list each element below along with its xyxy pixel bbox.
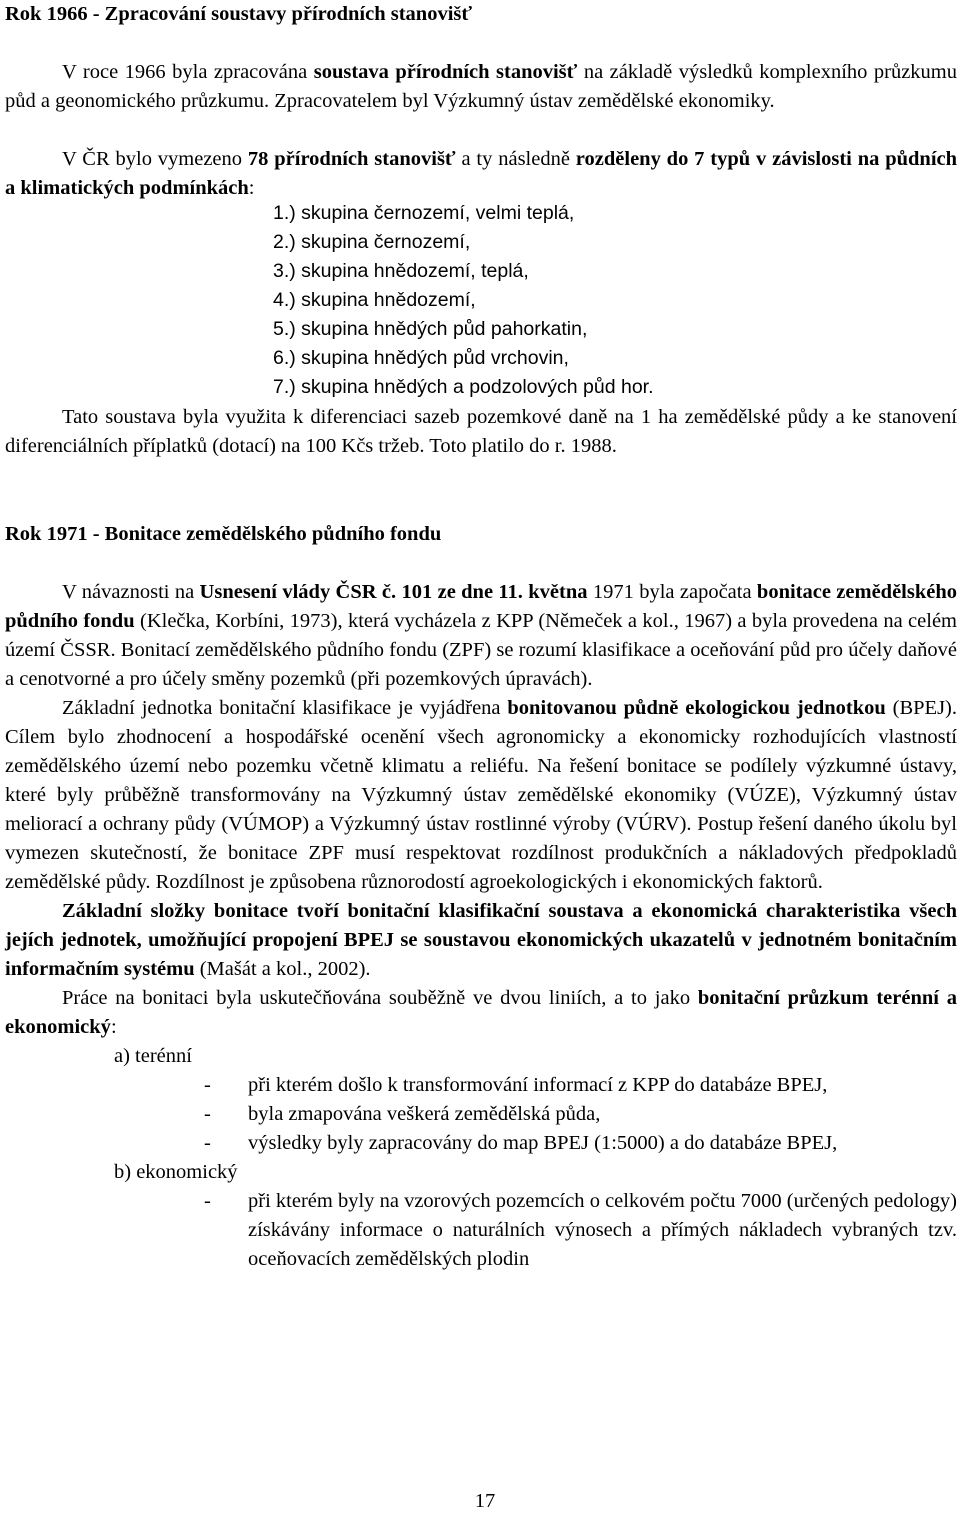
- paragraph-1966-use: [5, 403, 957, 461]
- paragraph-1966-habitats: [5, 145, 957, 203]
- text: (BPEJ). Cílem bylo zhodnocení a hospodářské ocenění všech agronomicky a ekonomicky rozhodujících vlastností zemědělského území nebo pozemku včetně klimatu a reliéfu. Na řešení bonitace se podílely výzkumné ústavy, které byly průběžně transformovány na Výzkumný ústav zemědělské ekonomiky (VÚZE), Výzkumný ústav meliorací a ochrany půdy (VÚMOP) a Výzkumný ústav rostlinné výroby (VÚRV). Postup řešení daného úkolu byl vymezen skutečností, že bonitace ZPF musí respektovat rozdílnost produkčních a nákladových předpokladů zemědělské půdy. Rozdílnost je způsobena různorodostí agroekologických i ekonomických faktorů.: [5, 697, 957, 893]
- list-item: 6.) skupina hnědých půd vrchovin,: [273, 347, 569, 369]
- paragraph-1966-intro: [5, 58, 957, 116]
- list-label-a: a) terénní: [114, 1045, 192, 1067]
- text: (Mašát a kol., 2002).: [194, 958, 371, 980]
- text: byla zmapována veškerá zemědělská půda,: [248, 1103, 601, 1125]
- text: při kterém byly na vzorových pozemcích o celkovém počtu 7000 (určených pedology) získávány informace o naturálních výnosech a přímých nákladech vybraných tzv. oceňovacích zemědělských plodin: [248, 1190, 957, 1270]
- text: při kterém došlo k transformování informací z KPP do databáze BPEJ,: [248, 1074, 828, 1096]
- text: V ČR bylo vymezeno: [62, 148, 248, 170]
- list-item: [204, 1100, 957, 1129]
- dash-marker: -: [204, 1190, 211, 1212]
- text: výsledky byly zapracovány do map BPEJ (1:5000) a do databáze BPEJ,: [248, 1132, 838, 1154]
- paragraph-lines: [5, 984, 957, 1042]
- dash-marker: -: [204, 1103, 211, 1125]
- list-item: 5.) skupina hnědých půd pahorkatin,: [273, 318, 588, 340]
- paragraph-1971-intro: [5, 578, 957, 694]
- text: Tato soustava byla využita k diferenciaci sazeb pozemkové daně na 1 ha zemědělské půdy a ke stanovení diferenciálních příplatků (dotací) na 100 Kčs tržeb. Toto platilo do r. 1988.: [5, 406, 957, 457]
- list-item: 2.) skupina černozemí,: [273, 231, 471, 253]
- list-item: 4.) skupina hnědozemí,: [273, 289, 476, 311]
- text: V návaznosti na: [62, 581, 200, 603]
- list-label-b: b) ekonomický: [114, 1161, 238, 1183]
- list-item: 1.) skupina černozemí, velmi teplá,: [273, 202, 575, 224]
- list-item: 3.) skupina hnědozemí, teplá,: [273, 260, 529, 282]
- dash-marker: -: [204, 1074, 211, 1096]
- text: a ty následně: [455, 148, 576, 170]
- text: 1971 byla započata: [587, 581, 757, 603]
- text: :: [110, 1016, 117, 1038]
- bold-text: Základní složky bonitace tvoří bonitační klasifikační soustava a ekonomická charakteristika všech jejích jednotek, umožňující propojení BPEJ se soustavou ekonomických ukazatelů v jednotném bonitačním informačním systému: [5, 900, 957, 980]
- text: Práce na bonitaci byla uskutečňována souběžně ve dvou liniích, a to jako: [62, 987, 698, 1009]
- section-1971-body: [5, 578, 957, 1274]
- bold-text: bonitace zemědělského půdního fondu: [5, 581, 957, 632]
- text: :: [248, 177, 255, 199]
- habitat-type-list: [273, 199, 654, 402]
- list-item: [204, 1071, 957, 1100]
- section-heading-1966: Rok 1966 - Zpracování soustavy přírodních stanovišť: [5, 3, 473, 25]
- bold-text: bonitovanou půdně ekologickou jednotkou: [507, 697, 886, 719]
- paragraph-components: [5, 897, 957, 984]
- page-number: 17: [474, 1490, 496, 1512]
- list-item: [204, 1187, 957, 1274]
- bold-text: rozděleny do 7 typů v závislosti na půdních a klimatických podmínkách: [5, 148, 958, 199]
- bold-text: Usnesení vlády ČSR č. 101 ze dne 11. května: [199, 581, 588, 603]
- text: na základě výsledků komplexního průzkumu půd a geonomického průzkumu. Zpracovatelem byl Výzkumný ústav zemědělské ekonomiky.: [5, 61, 957, 112]
- dash-marker: -: [204, 1132, 211, 1154]
- text: V roce 1966 byla zpracována: [62, 61, 314, 83]
- section-heading-1971: Rok 1971 - Bonitace zemědělského půdního fondu: [5, 523, 442, 545]
- list-item: [204, 1129, 957, 1158]
- text: Základní jednotka bonitační klasifikace je vyjádřena: [62, 697, 508, 719]
- bold-text: 78 přírodních stanovišť: [247, 148, 456, 170]
- text: (Klečka, Korbíni, 1973), která vycházela z KPP (Němeček a kol., 1967) a byla provedena na celém území ČSSR. Bonitací zemědělského půdního fondu (ZPF) se rozumí klasifikace a oceňování půd pro účely daňové a cenotvorné a pro účely směny pozemků (při pozemkových úpravách).: [5, 610, 957, 690]
- list-item: 7.) skupina hnědých a podzolových půd hor.: [273, 376, 654, 398]
- bold-text: soustava přírodních stanovišť: [313, 61, 578, 83]
- paragraph-bpej: [5, 694, 957, 897]
- bold-text: bonitační průzkum terénní a ekonomický: [5, 987, 957, 1038]
